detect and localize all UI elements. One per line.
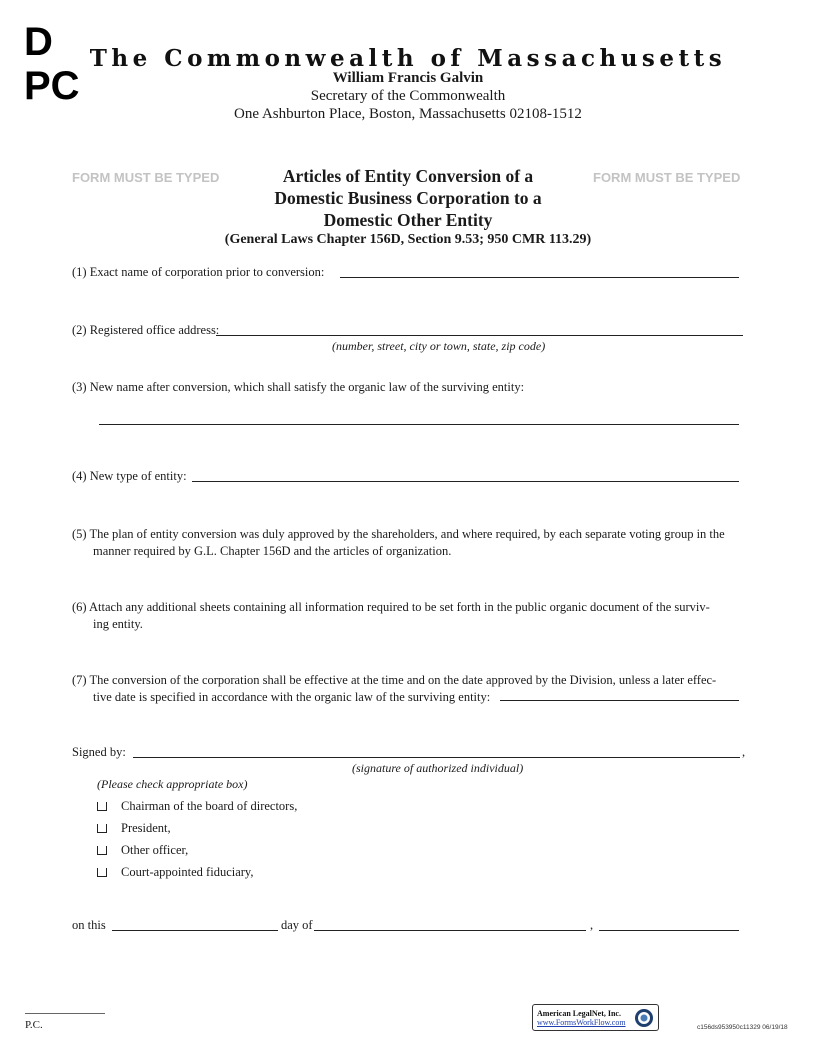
month-field[interactable] <box>314 930 586 931</box>
checkbox-icon[interactable] <box>97 802 107 811</box>
signature-comma: , <box>742 745 746 759</box>
item7-line2: tive date is specified in accordance with the organic law of the surviving entity: <box>93 689 491 704</box>
on-this-label: on this <box>72 918 106 932</box>
secretary-title: Secretary of the Commonwealth <box>310 88 506 104</box>
item6-line2: ing entity. <box>93 616 143 631</box>
item2-label: (2) Registered office address: <box>72 323 220 337</box>
day-of-label: day of <box>281 918 313 932</box>
form-title-line3: Domestic Other Entity <box>323 210 493 230</box>
secretary-name: William Francis Galvin <box>332 70 484 86</box>
signed-by-label: Signed by: <box>72 745 126 759</box>
option-chairman[interactable] <box>97 799 297 814</box>
form-title-line2: Domestic Business Corporation to a <box>274 188 542 208</box>
logo-url[interactable]: www.FormsWorkFlow.com <box>537 1017 626 1027</box>
form-must-be-typed-left: FORM MUST BE TYPED <box>72 170 220 185</box>
corner-code-line2: PC <box>24 64 80 108</box>
logo-company-name: American LegalNet, Inc. <box>537 1008 621 1018</box>
option-fiduciary[interactable] <box>97 865 253 880</box>
office-address: One Ashburton Place, Boston, Massachusetts 02108-1512 <box>234 106 582 122</box>
item5-line2: manner required by G.L. Chapter 156D and the articles of organization. <box>93 543 452 558</box>
form-subtitle: (General Laws Chapter 156D, Section 9.53; 950 CMR 113.29) <box>224 232 592 247</box>
year-field[interactable] <box>599 930 739 931</box>
corporation-name-field[interactable] <box>340 277 739 278</box>
new-entity-type-field[interactable] <box>192 481 739 482</box>
commonwealth-heading: The Commonwealth of Massachusetts <box>89 45 727 72</box>
registered-office-address-field[interactable] <box>216 335 743 336</box>
item3-label: (3) New name after conversion, which shall satisfy the organic law of the surviving entity: <box>72 380 525 394</box>
signature-note: (signature of authorized individual) <box>352 761 524 775</box>
checkbox-icon[interactable] <box>97 824 107 833</box>
corner-code-line1: D <box>24 20 53 64</box>
form-title-line1: Articles of Entity Conversion of a <box>282 166 534 186</box>
form-code: c156ds953950c11329 06/19/18 <box>697 1024 788 1031</box>
option-president[interactable] <box>97 821 171 836</box>
option-president-label: President, <box>121 821 171 835</box>
option-other-officer-label: Other officer, <box>121 843 189 857</box>
item6-paragraph <box>72 599 742 632</box>
item1-label: (1) Exact name of corporation prior to conversion: <box>72 265 325 279</box>
date-comma: , <box>590 918 594 932</box>
globe-icon <box>634 1008 654 1028</box>
legalnet-logo[interactable] <box>532 1004 659 1031</box>
item5-paragraph <box>72 526 742 559</box>
signature-field[interactable] <box>133 757 740 758</box>
option-fiduciary-label: Court-appointed fiduciary, <box>121 865 254 879</box>
item4-label: (4) New type of entity: <box>72 469 187 483</box>
option-other-officer[interactable] <box>97 843 188 858</box>
checkbox-icon[interactable] <box>97 846 107 855</box>
new-name-field[interactable] <box>99 424 739 425</box>
footer-initials: P.C. <box>25 1019 43 1031</box>
checkbox-icon[interactable] <box>97 868 107 877</box>
address-format-note: (number, street, city or town, state, zip code) <box>332 339 546 353</box>
effective-date-field[interactable] <box>500 700 739 701</box>
footer-divider <box>25 1013 105 1014</box>
item5-line1: (5) The plan of entity conversion was duly approved by the shareholders, and where required, by each separate voting group in the <box>72 527 725 541</box>
check-instruction: (Please check appropriate box) <box>97 777 248 791</box>
form-must-be-typed-right: FORM MUST BE TYPED <box>593 170 741 185</box>
option-chairman-label: Chairman of the board of directors, <box>121 799 298 813</box>
item7-line1: (7) The conversion of the corporation shall be effective at the time and on the date approved by the Division, unless a later effec- <box>72 673 717 687</box>
item6-line1: (6) Attach any additional sheets containing all information required to be set forth in the public organic document of the surviv- <box>72 600 710 614</box>
day-field[interactable] <box>112 930 278 931</box>
